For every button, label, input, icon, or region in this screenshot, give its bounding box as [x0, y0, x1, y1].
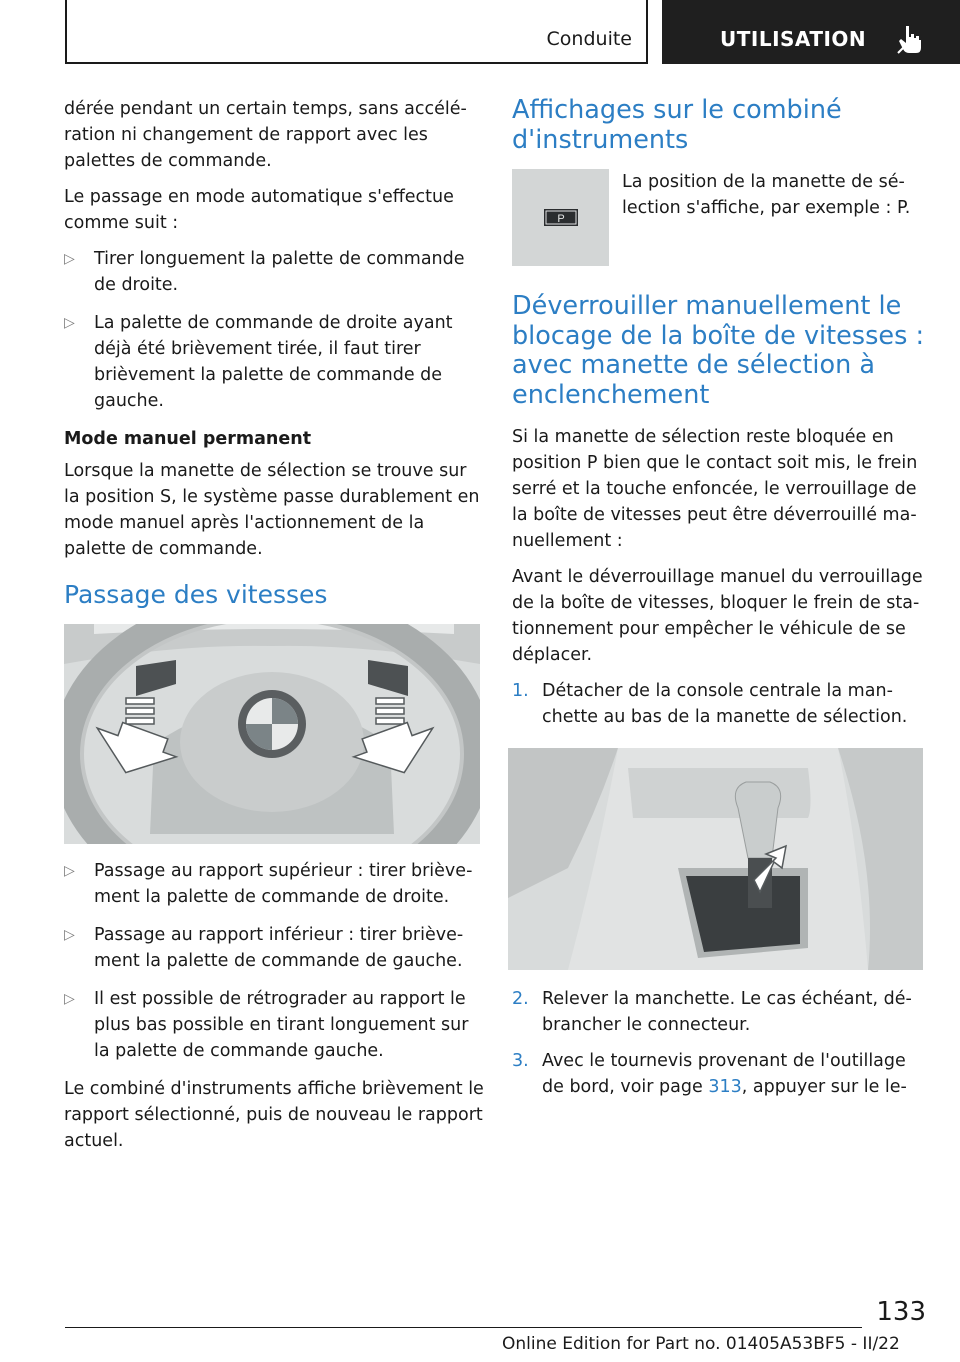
list-item: 2. Relever la manchette. Le cas échéant, débrancher le connecteur. [512, 989, 912, 1035]
list-item: ▷ Passage au rapport inférieur : tirer brièvement la palette de commande de gauche. [64, 922, 484, 974]
triangle-bullet-icon: ▷ [64, 991, 75, 1007]
paragraph: dérée pendant un certain temps, sans accélération ni changement de rapport avec les palettes de commande. [64, 99, 467, 171]
paragraph: La position de la manette de sélection s'affiche, par exemple : P. [622, 172, 911, 218]
numbered-list [512, 986, 927, 1100]
list-item: ▷ Il est possible de rétrograder au rapport le plus bas possible en tirant longuement sur la palette de commande gauche. [64, 986, 484, 1064]
page-reference-link[interactable]: 313 [708, 1077, 742, 1097]
page-number: 133 [876, 1297, 926, 1327]
triangle-bullet-icon: ▷ [64, 863, 75, 879]
header-section-box [65, 0, 648, 64]
left-column [64, 96, 484, 1164]
list-item: ▷ La palette de commande de droite ayant déjà été brièvement tirée, il faut tirer brièvement la palette de commande de gauche. [64, 310, 484, 414]
paragraph: Avant le déverrouillage manuel du verrouillage de la boîte de vitesses, bloquer le frein de stationnement pour empêcher le véhicule de se déplacer. [512, 567, 923, 665]
subheading: Mode manuel permanent [64, 429, 312, 449]
triangle-bullet-icon: ▷ [64, 927, 75, 943]
hand-pointer-icon [897, 24, 925, 54]
list-item: ▷ Tirer longuement la palette de commande de droite. [64, 246, 484, 298]
list-item: 3. Avec le tournevis provenant de l'outillage de bord, voir page 313, appuyer sur le le- [512, 1051, 907, 1097]
gear-selector-illustration [508, 748, 923, 970]
display-symbol: P [557, 213, 565, 225]
paragraph: Si la manette de sélection reste bloquée en position P bien que le contact soit mis, le frein serré et la touche enfoncée, le verrouillage de la boîte de vitesses peut être déverrouillé manuellement : [512, 427, 918, 551]
bullet-list [64, 858, 484, 1064]
header-chapter-box [662, 0, 960, 64]
instrument-display-illustration [512, 169, 609, 266]
paragraph: Le combiné d'instruments affiche brièvement le rapport sélectionné, puis de nouveau le rapport actuel. [64, 1079, 484, 1151]
list-item: 1. Détacher de la console centrale la manchette au bas de la manette de sélection. [512, 681, 908, 727]
edition-info: Online Edition for Part no. 01405A53BF5 - II/22 [502, 1334, 900, 1354]
right-column [512, 96, 927, 1110]
steering-wheel-paddles-illustration [64, 624, 480, 844]
triangle-bullet-icon: ▷ [64, 251, 75, 267]
list-item: ▷ Passage au rapport supérieur : tirer brièvement la palette de commande de droite. [64, 858, 484, 910]
header-section-title: Conduite [546, 28, 632, 50]
triangle-bullet-icon: ▷ [64, 315, 75, 331]
display-example-row [512, 169, 927, 266]
header-chapter-title: UTILISATION [720, 27, 867, 51]
section-heading: Déverrouiller manuellement le blocage de la boîte de vitesses : avec manette de sélection à enclenchement [512, 291, 925, 410]
section-heading: Affichages sur le combiné d'instruments [512, 95, 842, 155]
section-heading: Passage des vitesses [64, 580, 328, 609]
bullet-list [64, 246, 484, 414]
paragraph: Lorsque la manette de sélection se trouve sur la position S, le système passe durablement en mode manuel après l'actionnement de la palette de commande. [64, 461, 480, 559]
footer-divider [65, 1327, 862, 1328]
numbered-list [512, 678, 927, 730]
paragraph: Le passage en mode automatique s'effectue comme suit : [64, 187, 454, 233]
